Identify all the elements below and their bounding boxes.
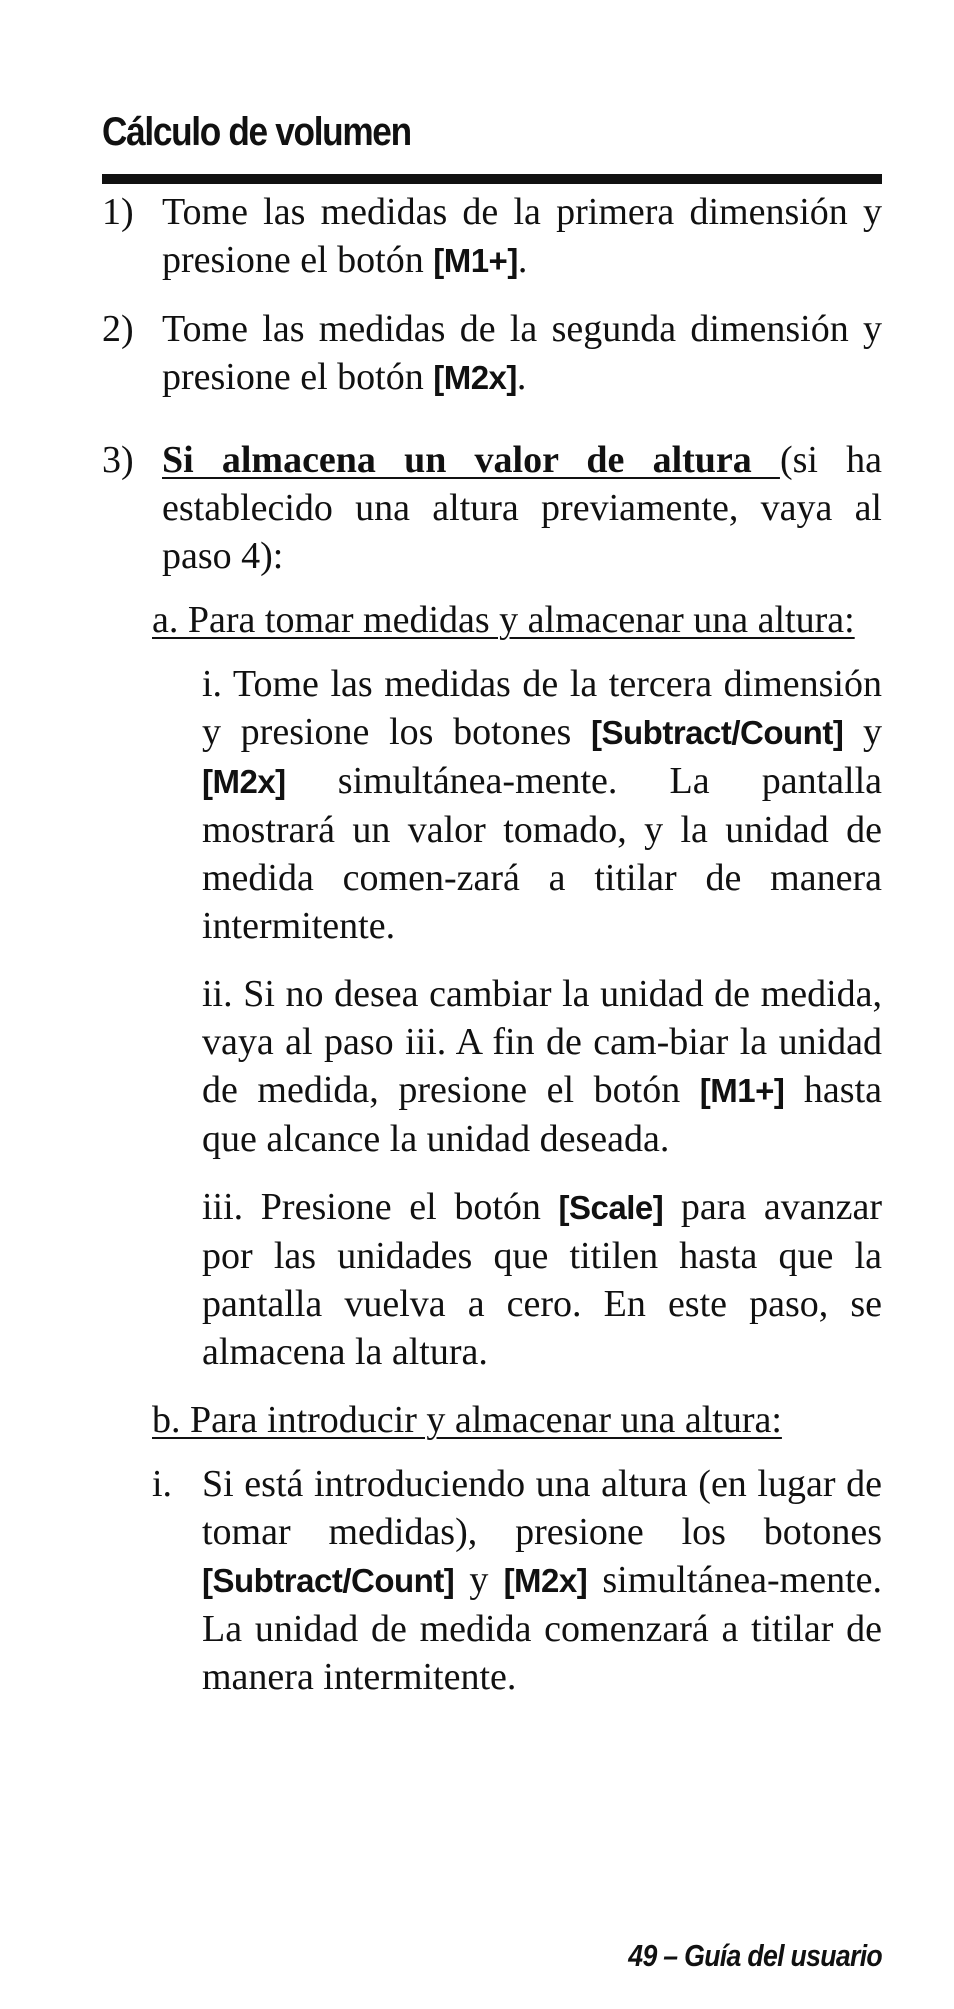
- step-number: 3): [102, 439, 134, 481]
- section-a-item-iii: iii. Presione el botón [Scale] para avanzar por las unidades que titilen hasta que la pantalla vuelva a cero. En este paso, se almacena la altura.: [202, 1186, 882, 1373]
- page-title: Cálculo de volumen: [102, 110, 411, 154]
- step-3: [102, 436, 882, 580]
- section-b-item-i: [152, 1460, 882, 1701]
- key-m2x: [M2x]: [433, 359, 517, 396]
- item-text: Si está introduciendo una altura (en lugar de tomar medidas), presione los botones [Subtract/Count] y [M2x] simultánea-mente. La unidad de medida comenzará a titilar de manera intermitente.: [202, 1463, 882, 1698]
- title-rule: [102, 174, 882, 184]
- step-2: [102, 305, 882, 402]
- key-m2x: [M2x]: [202, 763, 286, 800]
- step-text: Tome las medidas de la primera dimensión y presione el botón [M1+].: [162, 191, 882, 281]
- step-number: 2): [102, 308, 134, 350]
- section-a-item-i: i. Tome las medidas de la tercera dimensión y presione los botones [Subtract/Count] y [M2x] simultánea-mente. La pantalla mostrará un valor tomado, y la unidad de medida comen-zará a titilar de manera intermitente.: [202, 663, 882, 947]
- key-m1-plus: [M1+]: [433, 242, 518, 279]
- key-m2x: [M2x]: [503, 1562, 588, 1599]
- step-number: 1): [102, 191, 134, 233]
- section-a-item-ii: ii. Si no desea cambiar la unidad de medida, vaya al paso iii. A fin de cam-biar la unidad de medida, presione el botón [M1+] hasta que alcance la unidad deseada.: [202, 973, 883, 1160]
- section-b-heading: b. Para introducir y almacenar una altura:: [152, 1399, 782, 1441]
- item-number: i.: [152, 1463, 173, 1505]
- key-m1-plus: [M1+]: [699, 1072, 785, 1109]
- step-text: Tome las medidas de la segunda dimensión y presione el botón [M2x].: [162, 308, 882, 398]
- step-1: [102, 188, 882, 285]
- body: [102, 188, 882, 1701]
- page-footer: 49 – Guía del usuario: [628, 1938, 882, 1973]
- step-text: Si almacena un valor de altura (si ha establecido una altura previamente, vaya al paso 4):: [162, 439, 882, 577]
- key-scale: [Scale]: [558, 1189, 664, 1226]
- page-content: [102, 102, 882, 1701]
- key-subtract-count: [Subtract/Count]: [202, 1562, 455, 1599]
- section-a-heading: a. Para tomar medidas y almacenar una altura:: [152, 599, 855, 641]
- step-3-lead: Si almacena un valor de altura: [162, 439, 780, 481]
- key-subtract-count: [Subtract/Count]: [591, 714, 844, 751]
